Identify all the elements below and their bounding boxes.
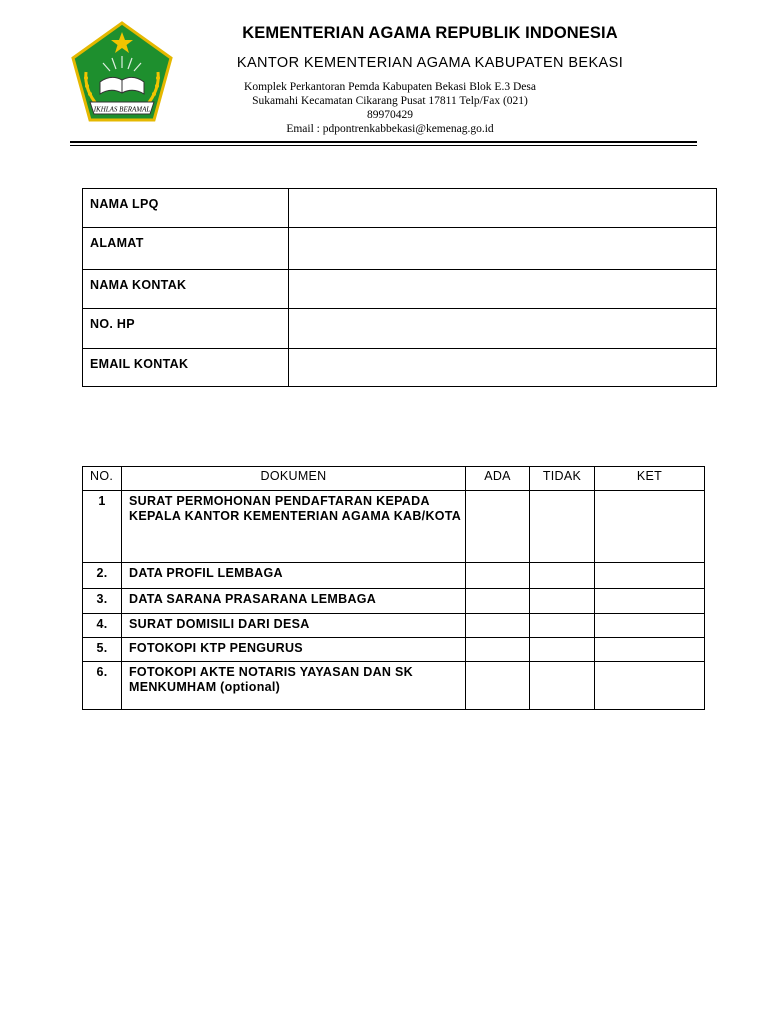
document-name: FOTOKOPI KTP PENGURUS: [122, 638, 466, 662]
table-row: [83, 638, 705, 662]
info-row: [83, 349, 717, 387]
row-number: 1: [83, 491, 122, 563]
info-label-no-hp: NO. HP: [83, 309, 289, 349]
address-line-3: 89970429: [367, 109, 413, 121]
table-row: [83, 563, 705, 589]
info-value-nama-lpq[interactable]: [289, 189, 717, 228]
ket-cell[interactable]: [595, 589, 705, 614]
ket-cell[interactable]: [595, 563, 705, 589]
email-line: Email : pdpontrenkabbekasi@kemenag.go.id: [286, 123, 494, 135]
office-subtitle: KANTOR KEMENTERIAN AGAMA KABUPATEN BEKASI: [236, 55, 624, 71]
address-line-1: Komplek Perkantoran Pemda Kabupaten Bekasi Blok E.3 Desa: [244, 81, 536, 93]
row-number: 3.: [83, 589, 122, 614]
header-no: NO.: [83, 467, 122, 491]
tidak-cell[interactable]: [530, 638, 595, 662]
address-line-2: Sukamahi Kecamatan Cikarang Pusat 17811 Telp/Fax (021): [252, 95, 528, 107]
document-name: FOTOKOPI AKTE NOTARIS YAYASAN DAN SK MENKUMHAM (optional): [122, 662, 466, 710]
table-row: [83, 614, 705, 638]
ministry-title: KEMENTERIAN AGAMA REPUBLIK INDONESIA: [242, 24, 618, 42]
ada-cell[interactable]: [466, 563, 530, 589]
info-value-alamat[interactable]: [289, 228, 717, 270]
checklist-header-row: [83, 467, 705, 491]
info-row: [83, 309, 717, 349]
lpq-info-table: [82, 188, 717, 387]
tidak-cell[interactable]: [530, 662, 595, 710]
row-number: 6.: [83, 662, 122, 710]
tidak-cell[interactable]: [530, 491, 595, 563]
ket-cell[interactable]: [595, 614, 705, 638]
table-row: [83, 491, 705, 563]
info-value-no-hp[interactable]: [289, 309, 717, 349]
info-label-alamat: ALAMAT: [83, 228, 289, 270]
info-label-email-kontak: EMAIL KONTAK: [83, 349, 289, 387]
document-name: SURAT DOMISILI DARI DESA: [122, 614, 466, 638]
kemenag-logo: [70, 20, 174, 124]
ket-cell[interactable]: [595, 662, 705, 710]
ket-cell[interactable]: [595, 491, 705, 563]
logo-motto: IKHLAS BERAMAL: [93, 105, 151, 114]
tidak-cell[interactable]: [530, 589, 595, 614]
tidak-cell[interactable]: [530, 563, 595, 589]
info-label-nama-lpq: NAMA LPQ: [83, 189, 289, 228]
office-address: [215, 80, 565, 136]
header-rule-thick: [70, 141, 697, 143]
header-rule-thin: [70, 145, 697, 146]
header-ada: ADA: [466, 467, 530, 491]
ket-cell[interactable]: [595, 638, 705, 662]
info-row: [83, 228, 717, 270]
ada-cell[interactable]: [466, 638, 530, 662]
row-number: 5.: [83, 638, 122, 662]
info-row: [83, 189, 717, 228]
info-value-nama-kontak[interactable]: [289, 270, 717, 309]
row-number: 4.: [83, 614, 122, 638]
row-number: 2.: [83, 563, 122, 589]
info-value-email-kontak[interactable]: [289, 349, 717, 387]
document-checklist-table: [82, 466, 705, 710]
info-row: [83, 270, 717, 309]
info-label-nama-kontak: NAMA KONTAK: [83, 270, 289, 309]
table-row: [83, 589, 705, 614]
header-ket: KET: [595, 467, 705, 491]
document-name: DATA SARANA PRASARANA LEMBAGA: [122, 589, 466, 614]
tidak-cell[interactable]: [530, 614, 595, 638]
ada-cell[interactable]: [466, 491, 530, 563]
header-dokumen: DOKUMEN: [122, 467, 466, 491]
header-tidak: TIDAK: [530, 467, 595, 491]
document-name: SURAT PERMOHONAN PENDAFTARAN KEPADA KEPALA KANTOR KEMENTERIAN AGAMA KAB/KOTA: [122, 491, 466, 563]
table-row: [83, 662, 705, 710]
document-name: DATA PROFIL LEMBAGA: [122, 563, 466, 589]
ada-cell[interactable]: [466, 614, 530, 638]
ada-cell[interactable]: [466, 589, 530, 614]
ada-cell[interactable]: [466, 662, 530, 710]
